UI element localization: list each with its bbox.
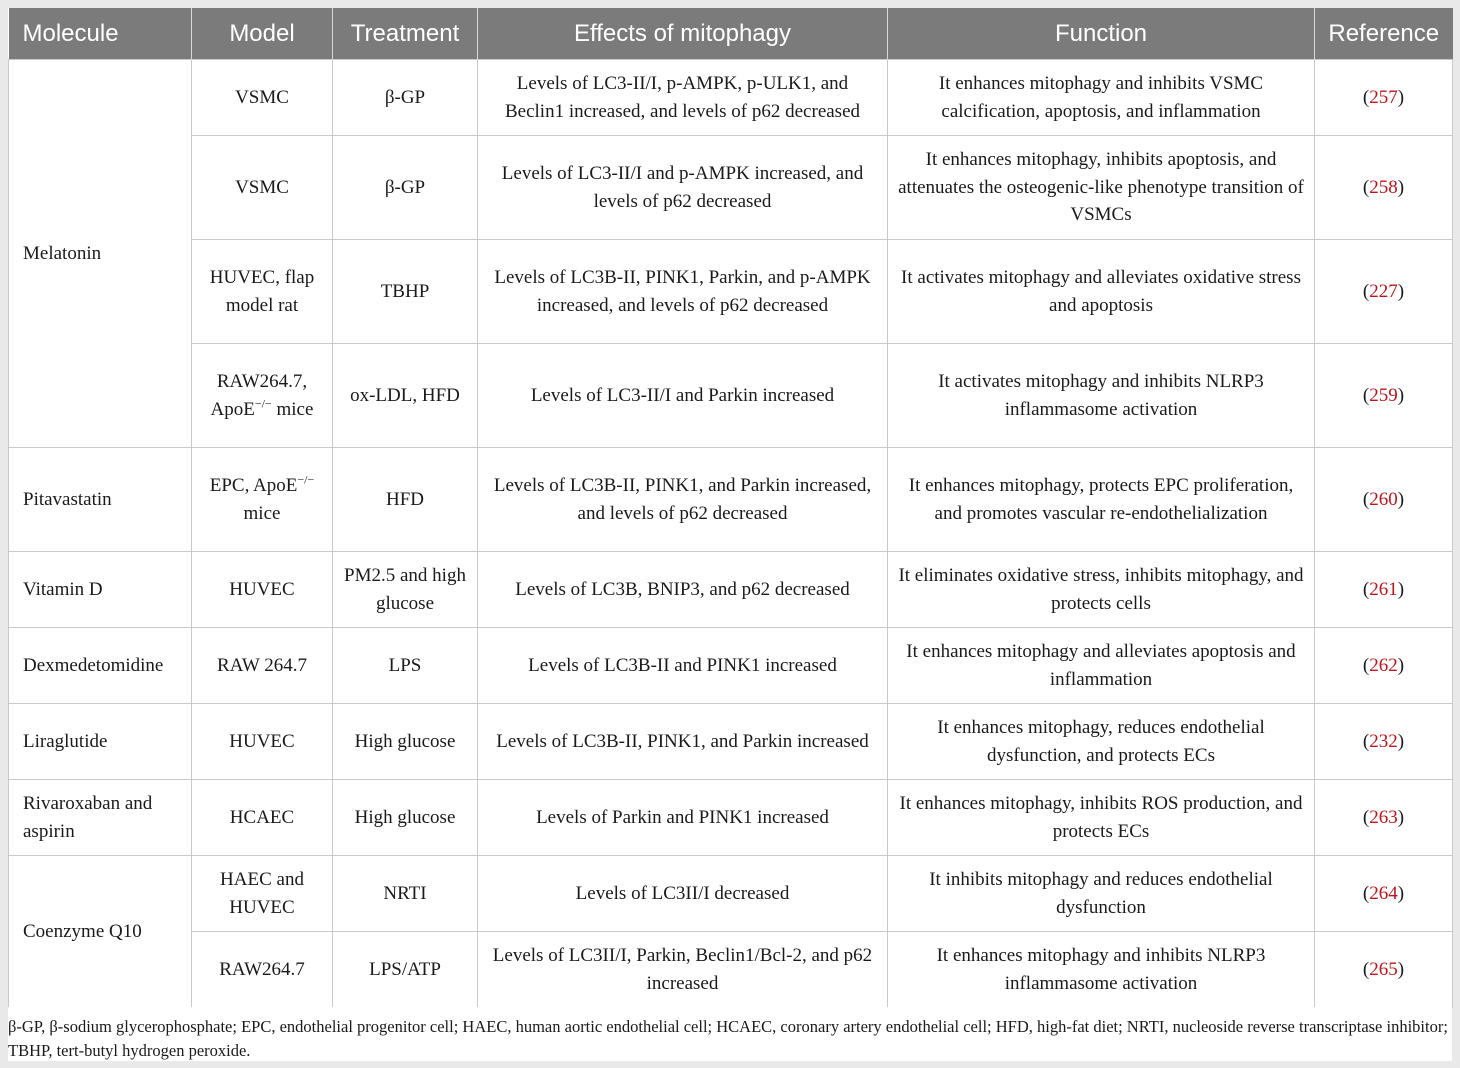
reference-paren: ) — [1397, 176, 1405, 198]
model-cell: HUVEC, flap model rat — [192, 240, 333, 344]
effects-cell: Levels of LC3II/I, Parkin, Beclin1/Bcl-2, and p62 increased — [478, 932, 888, 1008]
reference-paren: ( — [1362, 86, 1370, 108]
table-row — [9, 60, 1453, 136]
model-superscript: −/− — [297, 472, 315, 487]
header-model: Model — [192, 8, 333, 60]
function-cell: It activates mitophagy and inhibits NLRP3 inflammasome activation — [888, 344, 1315, 448]
reference-paren: ( — [1362, 280, 1370, 302]
reference-cell — [1315, 136, 1453, 240]
reference-link[interactable]: 257 — [1369, 86, 1398, 108]
reference-paren: ) — [1397, 654, 1405, 676]
table-row — [9, 552, 1453, 628]
function-cell: It enhances mitophagy and inhibits NLRP3 inflammasome activation — [888, 932, 1315, 1008]
header-treatment: Treatment — [333, 8, 478, 60]
reference-cell — [1315, 780, 1453, 856]
table-row — [9, 344, 1453, 448]
reference-paren: ) — [1397, 384, 1405, 406]
model-text: mice — [243, 502, 281, 524]
reference-paren: ) — [1397, 958, 1405, 980]
function-cell: It enhances mitophagy, reduces endothelial dysfunction, and protects ECs — [888, 704, 1315, 780]
treatment-cell: NRTI — [333, 856, 478, 932]
model-cell: HCAEC — [192, 780, 333, 856]
effects-cell: Levels of LC3-II/I and Parkin increased — [478, 344, 888, 448]
table-row — [9, 856, 1453, 932]
treatment-cell: High glucose — [333, 704, 478, 780]
model-cell: VSMC — [192, 136, 333, 240]
reference-paren: ( — [1362, 578, 1370, 600]
reference-cell — [1315, 628, 1453, 704]
table-footnote: β-GP, β-sodium glycerophosphate; EPC, endothelial progenitor cell; HAEC, human aortic endothelial cell; HCAEC, coronary artery endothelial cell; HFD, high-fat diet; NRTI, nucleoside reverse transcriptase inhibitor; TBHP, tert-butyl hydrogen peroxide. — [8, 1007, 1452, 1061]
treatment-cell: β-GP — [333, 136, 478, 240]
model-cell: HUVEC — [192, 552, 333, 628]
reference-paren: ) — [1397, 86, 1405, 108]
reference-cell — [1315, 344, 1453, 448]
reference-link[interactable]: 259 — [1369, 384, 1398, 406]
function-cell: It enhances mitophagy, inhibits ROS production, and protects ECs — [888, 780, 1315, 856]
molecule-cell: Coenzyme Q10 — [9, 856, 192, 1008]
function-cell: It inhibits mitophagy and reduces endothelial dysfunction — [888, 856, 1315, 932]
model-text: EPC, ApoE — [209, 475, 298, 496]
model-superscript: −/− — [254, 396, 272, 411]
effects-cell: Levels of LC3-II/I and p-AMPK increased, and levels of p62 decreased — [478, 136, 888, 240]
reference-paren: ) — [1397, 488, 1405, 510]
reference-paren: ) — [1397, 578, 1405, 600]
reference-cell — [1315, 60, 1453, 136]
reference-cell — [1315, 932, 1453, 1008]
effects-cell: Levels of Parkin and PINK1 increased — [478, 780, 888, 856]
reference-cell — [1315, 552, 1453, 628]
model-cell: RAW264.7 — [192, 932, 333, 1008]
reference-paren: ( — [1362, 882, 1370, 904]
effects-cell: Levels of LC3B-II and PINK1 increased — [478, 628, 888, 704]
table-row — [9, 704, 1453, 780]
reference-paren: ( — [1362, 488, 1370, 510]
table-row — [9, 136, 1453, 240]
effects-cell: Levels of LC3B-II, PINK1, and Parkin increased, and levels of p62 decreased — [478, 448, 888, 552]
molecule-cell: Rivaroxaban and aspirin — [9, 780, 192, 856]
reference-paren: ) — [1397, 280, 1405, 302]
reference-paren: ( — [1362, 730, 1370, 752]
reference-link[interactable]: 258 — [1369, 176, 1398, 198]
treatment-cell: PM2.5 and high glucose — [333, 552, 478, 628]
reference-link[interactable]: 265 — [1369, 958, 1398, 980]
molecule-cell: Liraglutide — [9, 704, 192, 780]
function-cell: It enhances mitophagy, protects EPC proliferation, and promotes vascular re-endothelialization — [888, 448, 1315, 552]
reference-paren: ( — [1362, 806, 1370, 828]
function-cell: It enhances mitophagy and alleviates apoptosis and inflammation — [888, 628, 1315, 704]
model-cell: HAEC and HUVEC — [192, 856, 333, 932]
reference-link[interactable]: 260 — [1369, 488, 1398, 510]
reference-link[interactable]: 262 — [1369, 654, 1398, 676]
reference-paren: ( — [1362, 176, 1370, 198]
reference-paren: ( — [1362, 384, 1370, 406]
reference-cell — [1315, 704, 1453, 780]
reference-paren: ) — [1397, 730, 1405, 752]
treatment-cell: HFD — [333, 448, 478, 552]
model-cell: VSMC — [192, 60, 333, 136]
reference-paren: ) — [1397, 806, 1405, 828]
treatment-cell: LPS/ATP — [333, 932, 478, 1008]
reference-link[interactable]: 261 — [1369, 578, 1398, 600]
table-row — [9, 240, 1453, 344]
table-row — [9, 932, 1453, 1008]
model-text: mice — [271, 398, 314, 420]
effects-cell: Levels of LC3II/I decreased — [478, 856, 888, 932]
reference-cell — [1315, 448, 1453, 552]
effects-cell: Levels of LC3B, BNIP3, and p62 decreased — [478, 552, 888, 628]
model-cell: RAW 264.7 — [192, 628, 333, 704]
reference-cell — [1315, 240, 1453, 344]
treatment-cell: High glucose — [333, 780, 478, 856]
mitophagy-table — [8, 8, 1453, 1008]
molecule-cell: Vitamin D — [9, 552, 192, 628]
molecule-cell: Pitavastatin — [9, 448, 192, 552]
reference-cell — [1315, 856, 1453, 932]
table-header-row — [9, 8, 1453, 60]
molecule-cell: Melatonin — [9, 60, 192, 448]
effects-cell: Levels of LC3B-II, PINK1, Parkin, and p-AMPK increased, and levels of p62 decreased — [478, 240, 888, 344]
header-reference: Reference — [1315, 8, 1453, 60]
treatment-cell: ox-LDL, HFD — [333, 344, 478, 448]
header-function: Function — [888, 8, 1315, 60]
reference-link[interactable]: 264 — [1369, 882, 1398, 904]
reference-paren: ( — [1362, 958, 1370, 980]
header-molecule: Molecule — [9, 8, 192, 60]
function-cell: It activates mitophagy and alleviates oxidative stress and apoptosis — [888, 240, 1315, 344]
reference-paren: ( — [1362, 654, 1370, 676]
treatment-cell: LPS — [333, 628, 478, 704]
function-cell: It enhances mitophagy, inhibits apoptosis, and attenuates the osteogenic-like phenotype transition of VSMCs — [888, 136, 1315, 240]
model-cell — [192, 344, 333, 448]
reference-paren: ) — [1397, 882, 1405, 904]
table-row — [9, 628, 1453, 704]
effects-cell: Levels of LC3-II/I, p-AMPK, p-ULK1, and Beclin1 increased, and levels of p62 decreased — [478, 60, 888, 136]
function-cell: It enhances mitophagy and inhibits VSMC calcification, apoptosis, and inflammation — [888, 60, 1315, 136]
model-cell: HUVEC — [192, 704, 333, 780]
effects-cell: Levels of LC3B-II, PINK1, and Parkin increased — [478, 704, 888, 780]
reference-link[interactable]: 232 — [1369, 730, 1398, 752]
treatment-cell: β-GP — [333, 60, 478, 136]
function-cell: It eliminates oxidative stress, inhibits mitophagy, and protects cells — [888, 552, 1315, 628]
treatment-cell: TBHP — [333, 240, 478, 344]
model-cell — [192, 448, 333, 552]
model-text: RAW264.7, ApoE — [210, 371, 308, 420]
molecule-cell: Dexmedetomidine — [9, 628, 192, 704]
reference-link[interactable]: 227 — [1369, 280, 1398, 302]
table-row — [9, 780, 1453, 856]
reference-link[interactable]: 263 — [1369, 806, 1398, 828]
table-row — [9, 448, 1453, 552]
header-effects: Effects of mitophagy — [478, 8, 888, 60]
